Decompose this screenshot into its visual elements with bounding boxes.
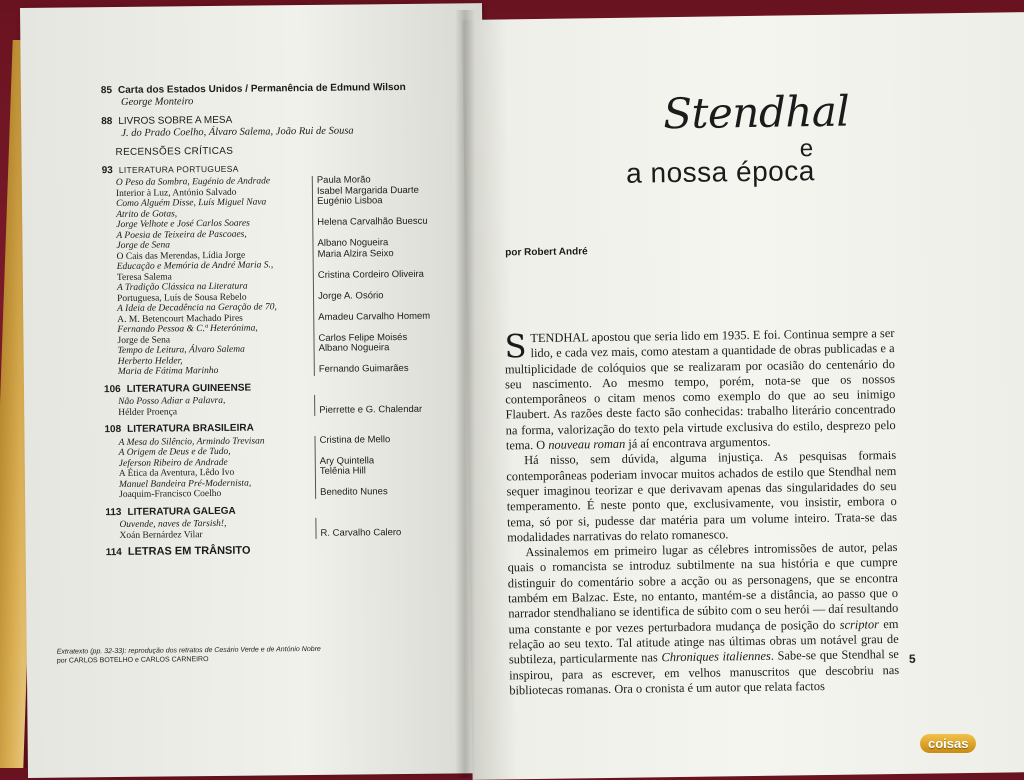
reviewer-line: Carlos Felipe Moisés [318,331,408,344]
category-name: LITERATURA BRASILEIRA [127,422,254,435]
reviewer-line: Eugénio Lisboa [316,195,383,207]
book-line: Como Alguém Disse, Luís Miguel Nava [116,197,267,210]
paragraph-text: já aí encontrava argumentos. [625,434,771,451]
book-line: Jorge de Sena [117,334,171,346]
reviewers [314,435,390,499]
reviewer-line: Isabel Margarida Duarte [316,184,419,197]
toc-entry [101,81,481,108]
book-line: Teresa Salema [116,271,172,283]
book-line: A Poesia de Teixeira de Pascoaes, [116,229,247,241]
book-line: A Ideia de Decadência na Geração de 70, [117,302,277,314]
review-block [105,516,485,541]
reviewer-line: Cristina de Mello [319,433,391,446]
paragraph-text-italic: scriptor [839,616,880,632]
category-name: LITERATURA GALEGA [127,505,236,518]
reviewers [315,517,401,539]
reviewed-books [105,518,315,541]
toc-author: George Monteiro [120,95,194,108]
section-heading: RECENSÕES CRÍTICAS [115,145,234,159]
reviewer-line: Maria Alzira Seixo [317,247,394,260]
drop-cap: S [504,327,527,366]
paragraph-text: TENDHAL apostou que seria lido em 1935. E foi. Continua sempre a ser lido, e cada vez mais, como atestam a quantidade de obras publicadas e a multiplicidade de colóquios que se realizaram por ocasião do centenário do seu nascimento. Ao mesmo tempo, porém, nota-se que os nossos contemporâneos o citam menos como exemplo do que ao seu inimigo Flaubert. As razões deste facto são conhecidas: trabalho literário concentrado na forma, valorização do texto pela virtude exclusiva do estilo, desprezo pelo tema. O [504,325,896,453]
toc-entry [101,112,481,139]
review-block [102,174,484,377]
reviewer-line: Amadeu Carvalho Homem [318,310,431,323]
paragraph [507,540,899,698]
reviewer-line: R. Carvalho Calero [320,526,402,539]
paragraph [504,326,896,454]
book-line: A Origem de Deus e de Tudo, [118,446,231,458]
book-line: O Cais das Merendas, Lídia Jorge [116,250,246,262]
right-page [462,12,1024,780]
reviewer-line: Helena Carvalhão Buescu [317,215,428,228]
book-line: Tempo de Leitura, Álvaro Salema [117,344,245,356]
paragraph-text: . Sabe-se que Stendhal se inspirou, para as escrever, em velhos manuscritos que descobriu nas bibliotecas romanas. Ora o cronista é um autor que relata factos [509,647,900,698]
article-subtitle: a nossa época [625,155,815,189]
footnote [57,644,387,665]
review-block [104,393,484,418]
watermark-logo: coisas [920,734,976,753]
review-category [102,161,484,378]
reviewer-line: Fernando Guimarães [318,362,409,375]
book-line: Não Posso Adiar a Palavra, [118,395,226,407]
book-line: Ouvende, naves de Tarsish!, [119,518,227,530]
toc-page-number: 93 [101,164,113,176]
book-line: Joaquim-Francisco Coelho [119,488,222,500]
book-line: Atrito de Gotas, [116,208,178,220]
toc-page-number: 88 [101,116,113,128]
paragraph-text: Assinalemos em primeiro lugar as célebres intromissões de autor, pelas quais o romancista se introduz subtilmente na sua história e que cumpre distinguir do comentário sobre a acção ou as personagens, que se encontra também em Balzac. Este, no entanto, mantém-se a distância, ao passo que o narrador stendhaliano se identifica de súbito com o seu herói — daí resultando uma constante e por vezes perturbadora mudança de posição do [507,540,899,637]
toc-page-number: 108 [104,423,122,436]
paragraph-text-italic: nouveau roman [548,436,626,452]
category-name: LITERATURA GUINEENSE [126,382,252,395]
toc-page-number: 106 [103,383,121,395]
footnote-line: Extratexto (pp. 32-33): reprodução dos retratos de Cesário Verde e de António Nobre [56,645,321,656]
toc-title: LIVROS SOBRE A MESA [118,114,233,127]
book-line: A Ética da Aventura, Lêdo Ivo [118,467,235,479]
reviewer-line: Albano Nogueira [317,237,389,249]
reviewed-books [102,176,314,378]
book-line: A Tradição Clássica na Literatura [116,281,248,293]
category-name: LITERATURA PORTUGUESA [118,163,239,175]
reviewer-line: Pierrette e G. Chalendar [319,403,423,416]
reviewer-line: Cristina Cordeiro Oliveira [317,268,424,281]
article-body [504,326,899,699]
toc-title: LETRAS EM TRÂNSITO [127,544,251,558]
review-block [105,434,486,501]
article-title-and: e [799,135,814,163]
page-number: 5 [908,651,916,666]
book-line: Herberto Helder, [117,355,183,367]
reviewer-line: Benedito Nunes [320,486,388,498]
byline: por Robert André [505,246,588,259]
footnote-line: por CARLOS BOTELHO e CARLOS CARNEIRO [56,656,209,665]
reviewers [314,394,422,416]
book-line: Manuel Bandeira Pré-Modernista, [118,478,252,490]
book-line: A. M. Betencourt Machado Pires [117,313,243,325]
book-line: Portuguesa, Luís de Sousa Rebelo [116,292,247,304]
table-of-contents [101,81,486,558]
book-line: A Mesa do Silêncio, Armindo Trevisan [118,435,265,448]
toc-page-number: 113 [105,506,122,518]
reviewer-line: Jorge A. Osório [317,289,384,302]
book-line: Fernando Pessoa & C.ª Heterónima, [117,323,258,335]
reviewer-line: Ary Quintella [319,454,375,467]
review-category [104,380,484,418]
reviewed-books [105,435,316,500]
book-line: Jorge de Sena [116,240,171,252]
article-title: Stendhal [662,86,850,139]
book-line: Hélder Proença [118,406,178,418]
reviewer-line: Albano Nogueira [318,342,390,354]
book-line: Jorge Velhote e José Carlos Soares [116,218,250,231]
review-category [104,420,485,500]
reviewers [312,175,431,376]
review-category [105,503,485,541]
paragraph-text-italic: Chroniques italiennes [661,648,771,665]
reviewer-line: Paula Morão [316,174,371,186]
review-categories [102,161,486,541]
toc-author: J. do Prado Coelho, Álvaro Salema, João Rui de Sousa [121,125,354,139]
book-line: Xoán Bernárdez Vilar [119,529,203,541]
book-line: Interior à Luz, António Salvado [115,187,237,199]
reviewed-books [104,395,314,418]
toc-page-number: 85 [100,85,113,97]
book-line: Educação e Memória de André Maria S., [116,260,274,273]
book-line: O Peso da Sombra, Eugénio de Andrade [115,176,271,189]
paragraph-text: em relação ao seu texto. Tal atitude atinge nas últimas obras um notável grau de subtileza, particularmente nas [508,616,899,667]
book-line: Jeferson Ribeiro de Andrade [118,457,228,469]
toc-entry-letras [106,543,486,558]
paragraph: Há nisso, sem dúvida, alguma injustiça. As pesquisas formais contemporâneas poderiam invocar muitos achados de estilo que Stendhal nem sequer imaginou teorizar e que derivavam apenas das singularidades do seu temperamento. É neste ponto que, exclusivamente, vou insistir, embora o tema, só por si, pudesse dar matéria para um volume inteiro. Trata-se das modalidades narrativas do relato romanesco. [506,448,898,545]
left-page [20,3,490,778]
reviewer-line: Telênia Hill [319,465,366,477]
book-line: Maria de Fátima Marinho [117,365,219,377]
toc-page-number: 114 [105,546,122,559]
toc-title: Carta dos Estados Unidos / Permanência de Edmund Wilson [117,81,406,96]
